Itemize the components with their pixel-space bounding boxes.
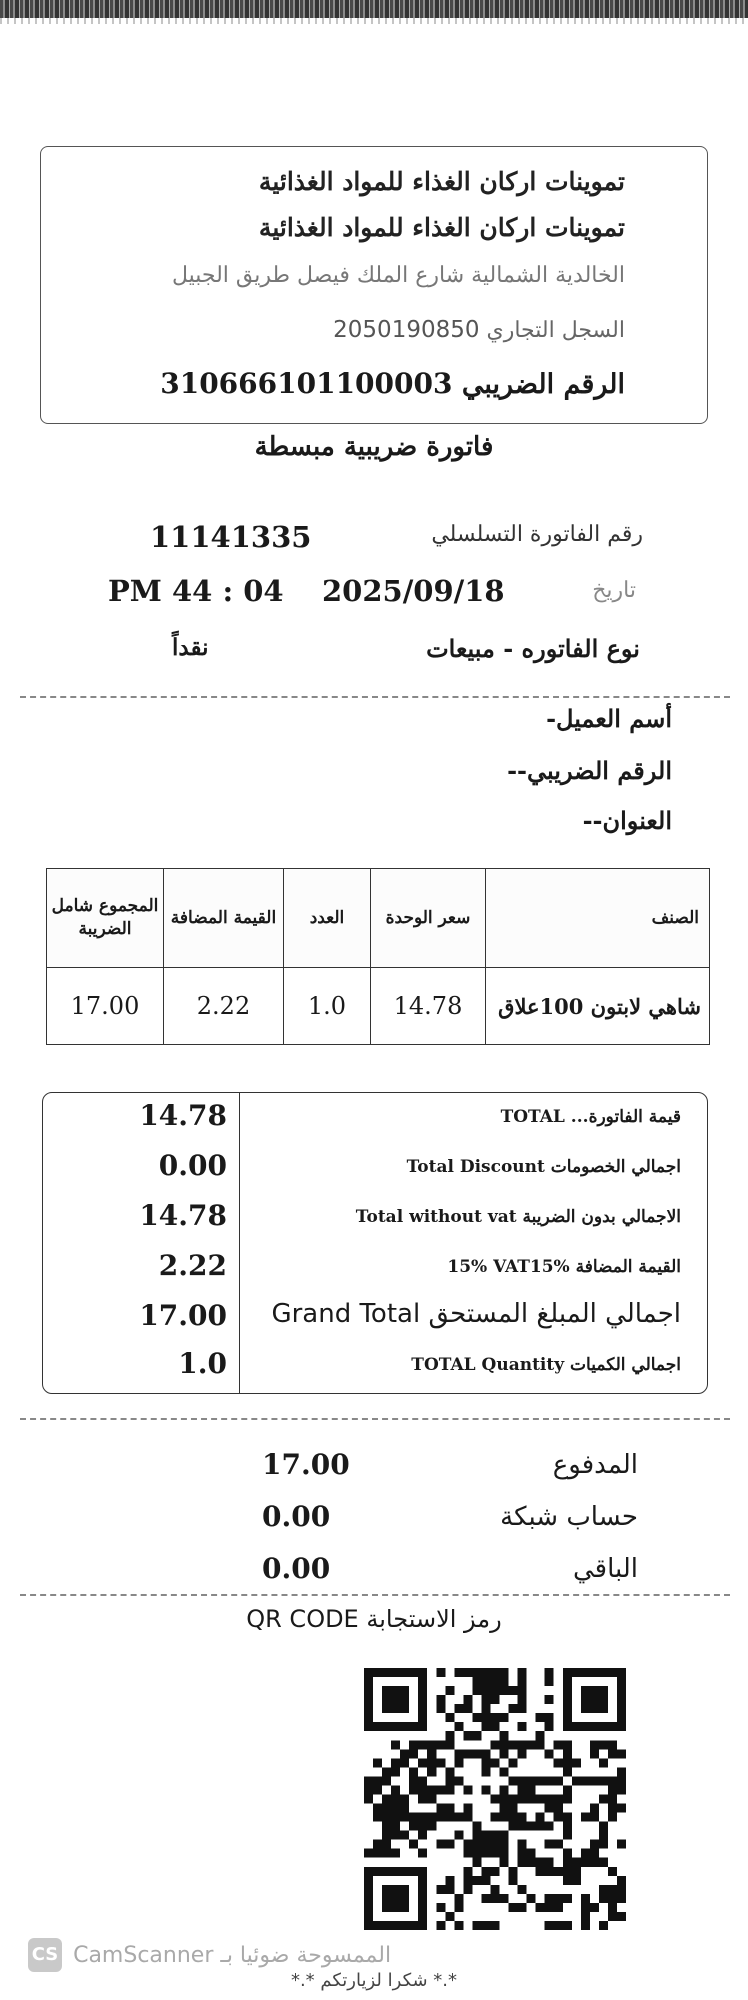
col-item-header: الصنف bbox=[486, 869, 710, 968]
quantity-value: 1.0 bbox=[178, 1347, 227, 1380]
discount-value: 0.00 bbox=[158, 1149, 227, 1182]
col-qty-header: العدد bbox=[284, 869, 371, 968]
grand-total-label: Grand Total اجمالي المبلغ المستحق bbox=[271, 1299, 681, 1329]
divider bbox=[20, 1594, 730, 1596]
total-value: 14.78 bbox=[139, 1099, 227, 1132]
quantity-label: TOTAL Quantity اجمالي الكميات bbox=[411, 1355, 681, 1375]
shop-vat bbox=[160, 367, 625, 400]
paid-label: المدفوع bbox=[552, 1450, 638, 1480]
invoice-time: PM 44 : 04 bbox=[108, 574, 284, 608]
camscanner-text: CamScanner الممسوحة ضوئيا بـ bbox=[73, 1942, 392, 1968]
divider bbox=[20, 1418, 730, 1420]
subtotal-value: 14.78 bbox=[139, 1199, 227, 1232]
total-label: TOTAL ...قيمة الفاتورة bbox=[500, 1107, 681, 1127]
row-total: 17.00 bbox=[47, 968, 164, 1045]
row-qty: 1.0 bbox=[284, 968, 371, 1045]
shop-name-repeat: تموينات اركان الغذاء للمواد الغذائية bbox=[258, 213, 625, 242]
invoice-date-label: تاريخ bbox=[592, 578, 636, 603]
commercial-register bbox=[333, 317, 625, 343]
paid-value: 17.00 bbox=[262, 1448, 350, 1481]
invoice-title: فاتورة ضريبية مبسطة bbox=[254, 432, 494, 462]
table-header-row bbox=[47, 869, 710, 968]
items-table bbox=[46, 868, 710, 1045]
torn-paper-edge bbox=[0, 0, 748, 18]
row-unit-price: 14.78 bbox=[371, 968, 486, 1045]
vat-label: الرقم الضريبي bbox=[461, 369, 625, 400]
payment-type: نقداً bbox=[172, 634, 209, 661]
remaining-label: الباقي bbox=[572, 1554, 638, 1584]
cr-label: السجل التجاري bbox=[486, 318, 625, 343]
camscanner-watermark bbox=[28, 1938, 391, 1972]
subtotal-label: Total without vat الاجمالي بدون الضريبة bbox=[355, 1207, 681, 1227]
customer-name-label: أسم العميل- bbox=[546, 704, 672, 733]
invoice-number-label: رقم الفاتورة التسلسلي bbox=[431, 522, 643, 547]
totals-box bbox=[42, 1092, 708, 1394]
qr-caption: رمز الاستجابة QR CODE bbox=[246, 1605, 502, 1633]
invoice-date: 2025/09/18 bbox=[322, 574, 505, 608]
vat-value: 2.22 bbox=[158, 1249, 227, 1282]
divider bbox=[20, 696, 730, 698]
col-vat-header: القيمة المضافة bbox=[164, 869, 284, 968]
network-value: 0.00 bbox=[262, 1500, 331, 1533]
network-label: حساب شبكة bbox=[500, 1502, 638, 1532]
cr-number: 2050190850 bbox=[333, 317, 480, 343]
totals-column-divider bbox=[239, 1093, 240, 1393]
thank-you-note: *.* شكرا لزيارتكم *.* bbox=[290, 1970, 458, 1991]
camscanner-logo-icon: CS bbox=[28, 1938, 62, 1972]
invoice-type: نوع الفاتوره - مبيعات bbox=[426, 634, 640, 663]
col-total-header: المجموع شامل الضريبة bbox=[47, 869, 164, 968]
shop-header-box bbox=[40, 146, 708, 424]
shop-name: تموينات اركان الغذاء للمواد الغذائية bbox=[258, 167, 625, 196]
row-vat: 2.22 bbox=[164, 968, 284, 1045]
invoice-number: 11141335 bbox=[150, 520, 312, 554]
vat-number: 310666101100003 bbox=[160, 367, 453, 400]
table-row bbox=[47, 968, 710, 1045]
col-price-header: سعر الوحدة bbox=[371, 869, 486, 968]
shop-address: الخالدية الشمالية شارع الملك فيصل طريق الجبيل bbox=[171, 263, 625, 288]
qr-code bbox=[364, 1668, 626, 1930]
customer-address-label: العنوان-- bbox=[582, 806, 672, 835]
discount-label: Total Discount اجمالي الخصومات bbox=[406, 1157, 681, 1177]
vat-total-label: 15% VAT15% القيمة المضافة bbox=[447, 1257, 681, 1277]
customer-vat-label: الرقم الضريبي-- bbox=[507, 756, 672, 785]
row-item-name: شاهي لابتون 100علاق bbox=[486, 968, 710, 1045]
grand-total-value: 17.00 bbox=[139, 1299, 227, 1332]
remaining-value: 0.00 bbox=[262, 1552, 331, 1585]
